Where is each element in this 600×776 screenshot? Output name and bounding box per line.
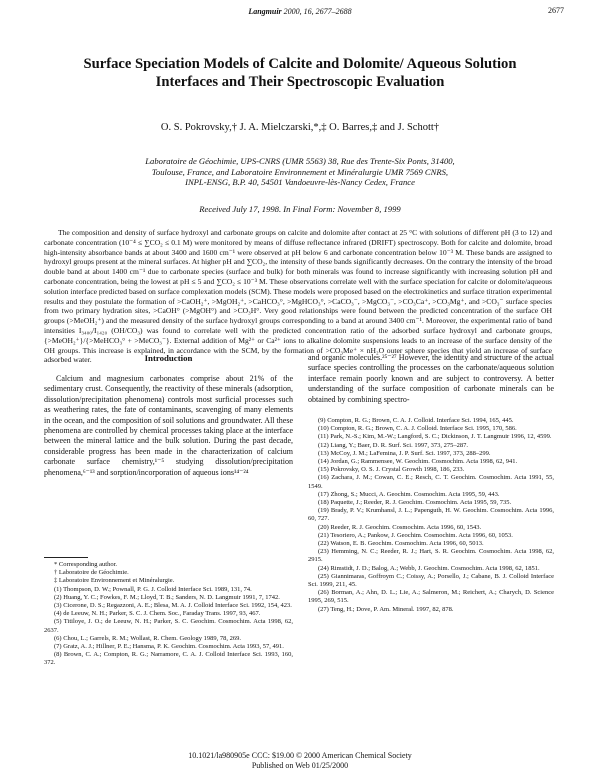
doi-copyright-line: 10.1021/la980905e CCC: $19.00 © 2000 American Chemical Society [188,751,412,760]
reference-item: (6) Chou, L.; Garrels, R. M.; Wollast, R. Chem. Geology 1989, 78, 269. [54,634,241,642]
footnote: † Laboratoire de Géochimie. [54,569,129,577]
reference-item: (14) Jordan, G.; Rammensee, W. Geochim. Cosmochim. Acta 1998, 62, 941. [318,458,518,466]
reference-item: (1) Thompson, D. W.; Pownall, P. G. J. Colloid Interface Sci. 1989, 131, 74. [54,585,252,593]
reference-item: (27) Teng, H.; Dove, P. Am. Mineral. 1997, 82, 878. [318,605,454,613]
intro-paragraph-continued: and organic molecules.²⁵⁻²⁷ However, the identity and structure of the actual surface species controlling the processes on the carbonate/aqueous solution interface remain poorly known and are subject to controversy. A better understanding of the surface composition of carbonate minerals can be obtained by combining spectro- [308,353,554,404]
page-footer [0,751,600,771]
reference-item: (26) Borman, A.; Ahn, D. L.; Lie, A.; Salmeron, M.; Reichert, A.; Charych, D. Science 1995, 269, 515. [308,589,554,605]
reference-item: (2) Huang, Y. C.; Fowkes, F. M.; Lloyd, T. B.; Sanders, N. D. Langmuir 1991, 7, 1742. [54,593,280,601]
reference-item: (19) Brady, P. V.; Krumhansl, J. L.; Papenguth, H. W. Geochim. Cosmochim. Acta 1996, 60, 727. [308,507,554,523]
reference-item: (24) Rimstidt, J. D.; Balog, A.; Webb, J. Geochim. Cosmochim. Acta 1998, 62, 1851. [318,564,540,572]
reference-item: (18) Paquette, J.; Reeder, R. J. Geochim. Cosmochim. Acta 1995, 59, 735. [318,499,512,507]
left-column [44,353,293,478]
section-heading-introduction: Introduction [144,353,193,363]
journal-volume-pages: 2000, 16, 2677–2688 [281,7,352,16]
reference-item: (17) Zhong, S.; Mucci, A. Geochim. Cosmochim. Acta 1995, 59, 443. [318,490,500,498]
reference-item: (20) Reeder, R. J. Geochim. Cosmochim. Acta 1996, 60, 1543. [318,523,482,531]
article-title: Surface Speciation Models of Calcite and Dolomite/ Aqueous Solution Interfaces and Their Spectroscopic Evaluation [83,56,517,90]
reference-item: (5) Titiloye, J. O.; de Leeuw, N. H.; Parker, S. C. Geochim. Cosmochim. Acta 1998, 62, 2637. [44,618,293,634]
reference-item: (22) Watson, E. B. Geochim. Cosmochim. Acta 1996, 60, 5013. [318,540,484,548]
affiliation-line: Laboratoire de Géochimie, UPS-CNRS (UMR 5563) 38, Rue des Trente-Six Ponts, 31400, [145,156,455,166]
reference-item: (10) Compton, R. G.; Brown, C. A. J. Colloid. Interface Sci. 1995, 170, 586. [318,425,517,433]
affiliations [70,156,530,188]
reference-item: (3) Cicerone, D. S.; Regazzoni, A. E.; Blesa, M. A. J. Colloid Interface Sci. 1992, 154, 423. [54,602,292,610]
journal-citation [0,7,600,16]
references-right [308,417,554,614]
author-list: O. S. Pokrovsky,† J. A. Mielczarski,*,‡ O. Barres,‡ and J. Schott† [160,122,440,133]
received-dates: Received July 17, 1998. In Final Form: November 8, 1999 [199,204,401,214]
affiliation-line: INPL-ENSG, B.P. 40, 54501 Vandoeuvre-lès-Nancy Cedex, France [185,177,415,187]
page-number: 2677 [548,6,564,15]
reference-item: (9) Compton, R. G.; Brown, C. A. J. Colloid. Interface Sci. 1994, 165, 445. [318,417,514,424]
right-column [308,353,554,405]
reference-item: (11) Park, N.-S.; Kim, M.-W.; Langford, S. C.; Dickinson, J. T. Langmuir 1996, 12, 4599. [318,433,552,441]
reference-item: (4) de Leeuw, N. H.; Parker, S. C. J. Chem. Soc., Faraday Trans. 1997, 93, 467. [54,610,261,618]
intro-paragraph: Calcium and magnesium carbonates comprise about 21% of the sedimentary crust. Consequently, the reactivity of these minerals (adsorption, dissolution/precipitation phenomena) controls most surficial processes such as weathering rates, the fate of contaminants, scavenging of many elements in the ocean, and the composition of soil solutions and groundwater. All these phenomena are controlled by chemical processes taking place at the interface between the mineral lattice and the bulk solution. During the past decade, considerable progress has been made in the characterization of calcium carbonate surface chemistry,¹⁻⁵ studying dissolution/precipitation phenomena,⁶⁻¹³ and sorption/incorporation of aqueous ions¹⁴⁻²⁴ [44,374,293,477]
reference-item: (21) Tesoriero, A.; Pankow, J. Geochim. Cosmochim. Acta 1996, 60, 1053. [318,531,513,539]
reference-item: (13) McCoy, J. M.; LaFemina, J. P. Surf. Sci. 1997, 373, 288–299. [318,449,491,457]
reference-item: (7) Gratz, A. J.; Hillner, P. E.; Hansma, P. K. Geochim. Cosmochim. Acta 1993, 57, 491. [54,643,284,651]
abstract: The composition and density of surface hydroxyl and carbonate groups on calcite and dolomite after contact at 25 °C with solutions of different pH (3 to 12) and carbonate concentration (10⁻⁴ ≤ ∑CO₂ ≤ 0.1 M) were monitored by means of diffuse reflectance infrared (DRIFT) spectroscopy. Both for calcite and dolomite, broad high-intensity absorbance bands at about 3400 and 1600 cm⁻¹ were observed at pH below 6 and carbonate concentration below 10⁻³ M. These bands are assigned to hydroxyl groups present at the mineral surfaces. At higher pH and ∑CO₂, the intensity of these bands significantly decreases. On the contrary the intensity of the broad double band at about 1400 cm⁻¹ due to carbonate species (surface and bulk) for both minerals was found to increase significantly with increasing solution pH and carbonate concentration, being the lowest at pH ≤ 5 and ∑CO₂ ≤ 10⁻³ M. These observations correlate well with the surface speciation for calcite or dolomite/aqueous solution interface predicted based on surface complexation models (SCM). These models were proposed based on the electrokinetics and surface titration experimental results and they postulate the formation of >CaOH₂⁺, >MgOH₂⁺, >CaHCO₃°, >MgHCO₃°, >CaCO₃⁻, >MgCO₃⁻, >CO₃Ca⁺, >CO₃Mg⁺, and >CO₃⁻ surface species from two primary hydration sites, >CaOH° (>MgOH°) and >CO₃H°. Very good relationships were found between the predicted concentration of the surface OH groups (>MeOH₂⁺) and the measured density of the surface hydroxyl groups corresponding to a band at around 3400 cm⁻¹. Moreover, the experimental ratio of band intensities I₃₄₀₀/I₁₄₂₀ (OH/CO₃) was found to correlate well with the predicted concentration ratio of the adsorbed surface hydroxyl and carbonate groups, {>MeOH₂⁺}/{>MeHCO₃° + >MeCO₃⁻}. External addition of Mg²⁺ or Ca²⁺ ions to alkaline dolomite suspensions leads to an increase of the surface density of the OH groups. This increase is explained, in accordance with the SCM, by the formation of >CO₃Me⁺ × nH₂O outer sphere species that yield an increase of surface adsorbed water. [44,228,552,365]
reference-item: (23) Hemming, N. C.; Reeder, R. J.; Hart, S. R. Geochim. Cosmochim. Acta 1998, 62, 2915. [308,548,554,564]
reference-item: (15) Pokrovsky, O. S. J. Crystal Growth 1998, 186, 233. [318,466,465,474]
affiliation-line: Toulouse, France, and Laboratoire Environnement et Minéralurgie UMR 7569 CNRS, [151,166,449,177]
journal-name: Langmuir [248,7,282,16]
reference-item: (8) Brown, C. A.; Compton, R. G.; Narramore, C. A. J. Colloid Interface Sci. 1993, 160, 372. [44,651,293,667]
reference-item: (16) Zachara, J. M.; Cowan, C. E.; Resch, C. T. Geochim. Cosmochim. Acta 1991, 55, 1549. [308,474,554,490]
footnote: * Corresponding author. [54,561,118,568]
publication-date-line: Published on Web 01/25/2000 [251,761,349,770]
reference-item: (25) Giannimaras, Goffroym C.; Coissy, A.; Porsello, J.; Cabane, B. J. Colloid Interface Sci. 1999, 211, 45. [308,572,554,589]
reference-item: (12) Liang, Y.; Baer, D. R. Surf. Sci. 1997, 373, 275–287. [318,441,468,449]
footnotes-and-references-left [44,561,293,668]
footnote-rule [44,557,88,558]
footnote: ‡ Laboratoire Environnement et Minéralurgie. [54,577,175,585]
